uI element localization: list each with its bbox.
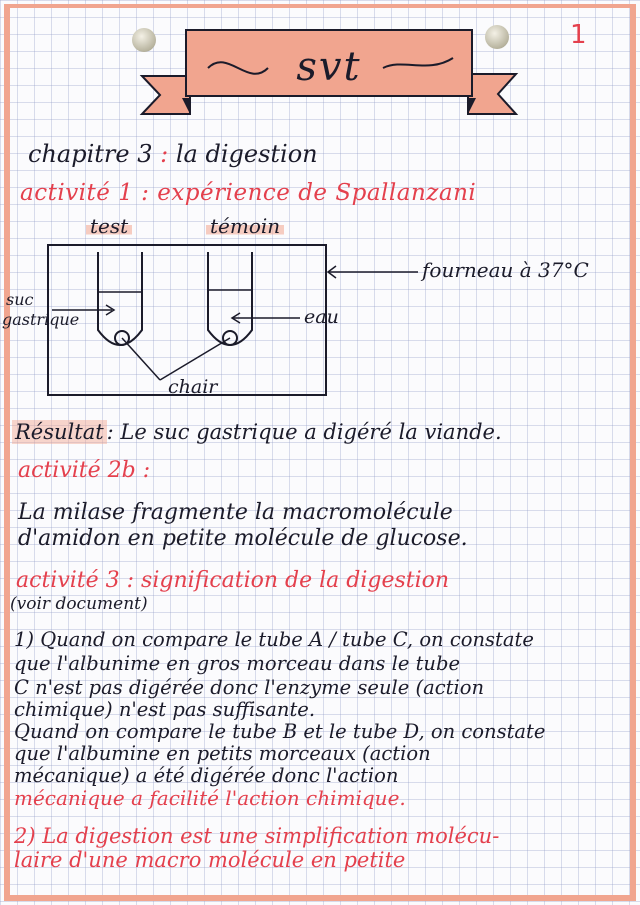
- activity3-p1-line-4: chimique) n'est pas suffisante.: [14, 698, 316, 721]
- activity3-p1-line-2: que l'albunime en gros morceau dans le tube: [14, 652, 461, 675]
- activity2b-line-1: La milase fragmente la macromolécule: [18, 500, 453, 525]
- activity2b-title: activité 2b :: [18, 458, 151, 483]
- gastric-juice-label-2: gastrique: [2, 310, 80, 329]
- chapter-title: la digestion: [175, 140, 318, 168]
- activity3-title: activité 3 : signification de la digestion: [16, 568, 450, 593]
- activity2b-line-2: d'amidon en petite molécule de glucose.: [18, 526, 468, 551]
- tube-control-label: témoin: [206, 214, 284, 238]
- oven-label: fourneau à 37°C: [422, 258, 589, 282]
- chapter-label: chapitre 3: [28, 140, 153, 168]
- chapter-separator: :: [160, 140, 169, 168]
- activity1-result: [12, 420, 502, 444]
- activity3-p1-line-3: C n'est pas digérée donc l'enzyme seule (action: [14, 676, 484, 699]
- activity3-p1-line-8: mécanique a facilité l'action chimique.: [14, 786, 406, 810]
- result-label: Résultat: [12, 420, 107, 444]
- activity3-p2-line-2: laire d'une macro molécule en petite: [14, 848, 406, 872]
- activity3-note: (voir document): [10, 594, 148, 614]
- result-text: : Le suc gastrique a digéré la viande.: [106, 420, 502, 444]
- page-number: 1: [570, 20, 587, 50]
- activity1-title: activité 1 : expérience de Spallanzani: [20, 180, 477, 206]
- chapter-heading: [28, 140, 318, 168]
- activity3-p1-line-7: mécanique) a été digérée donc l'action: [14, 764, 399, 787]
- activity3-p1-line-5: Quand on compare le tube B et le tube D, on constate: [14, 720, 546, 743]
- meat-label: chair: [168, 376, 218, 398]
- activity3-p1-line-1: 1) Quand on compare le tube A / tube C, on constate: [14, 628, 534, 651]
- activity3-p2-line-1: 2) La digestion est une simplification molécu-: [14, 824, 500, 848]
- spallanzani-diagram: [0, 210, 640, 410]
- water-label: eau: [304, 306, 339, 328]
- tube-test-label: test: [86, 214, 132, 238]
- title-banner: [138, 28, 520, 118]
- banner-title: svt: [296, 44, 362, 90]
- gastric-juice-label-1: suc: [6, 290, 34, 309]
- activity3-p1-line-6: que l'albumine en petits morceaux (action: [14, 742, 431, 765]
